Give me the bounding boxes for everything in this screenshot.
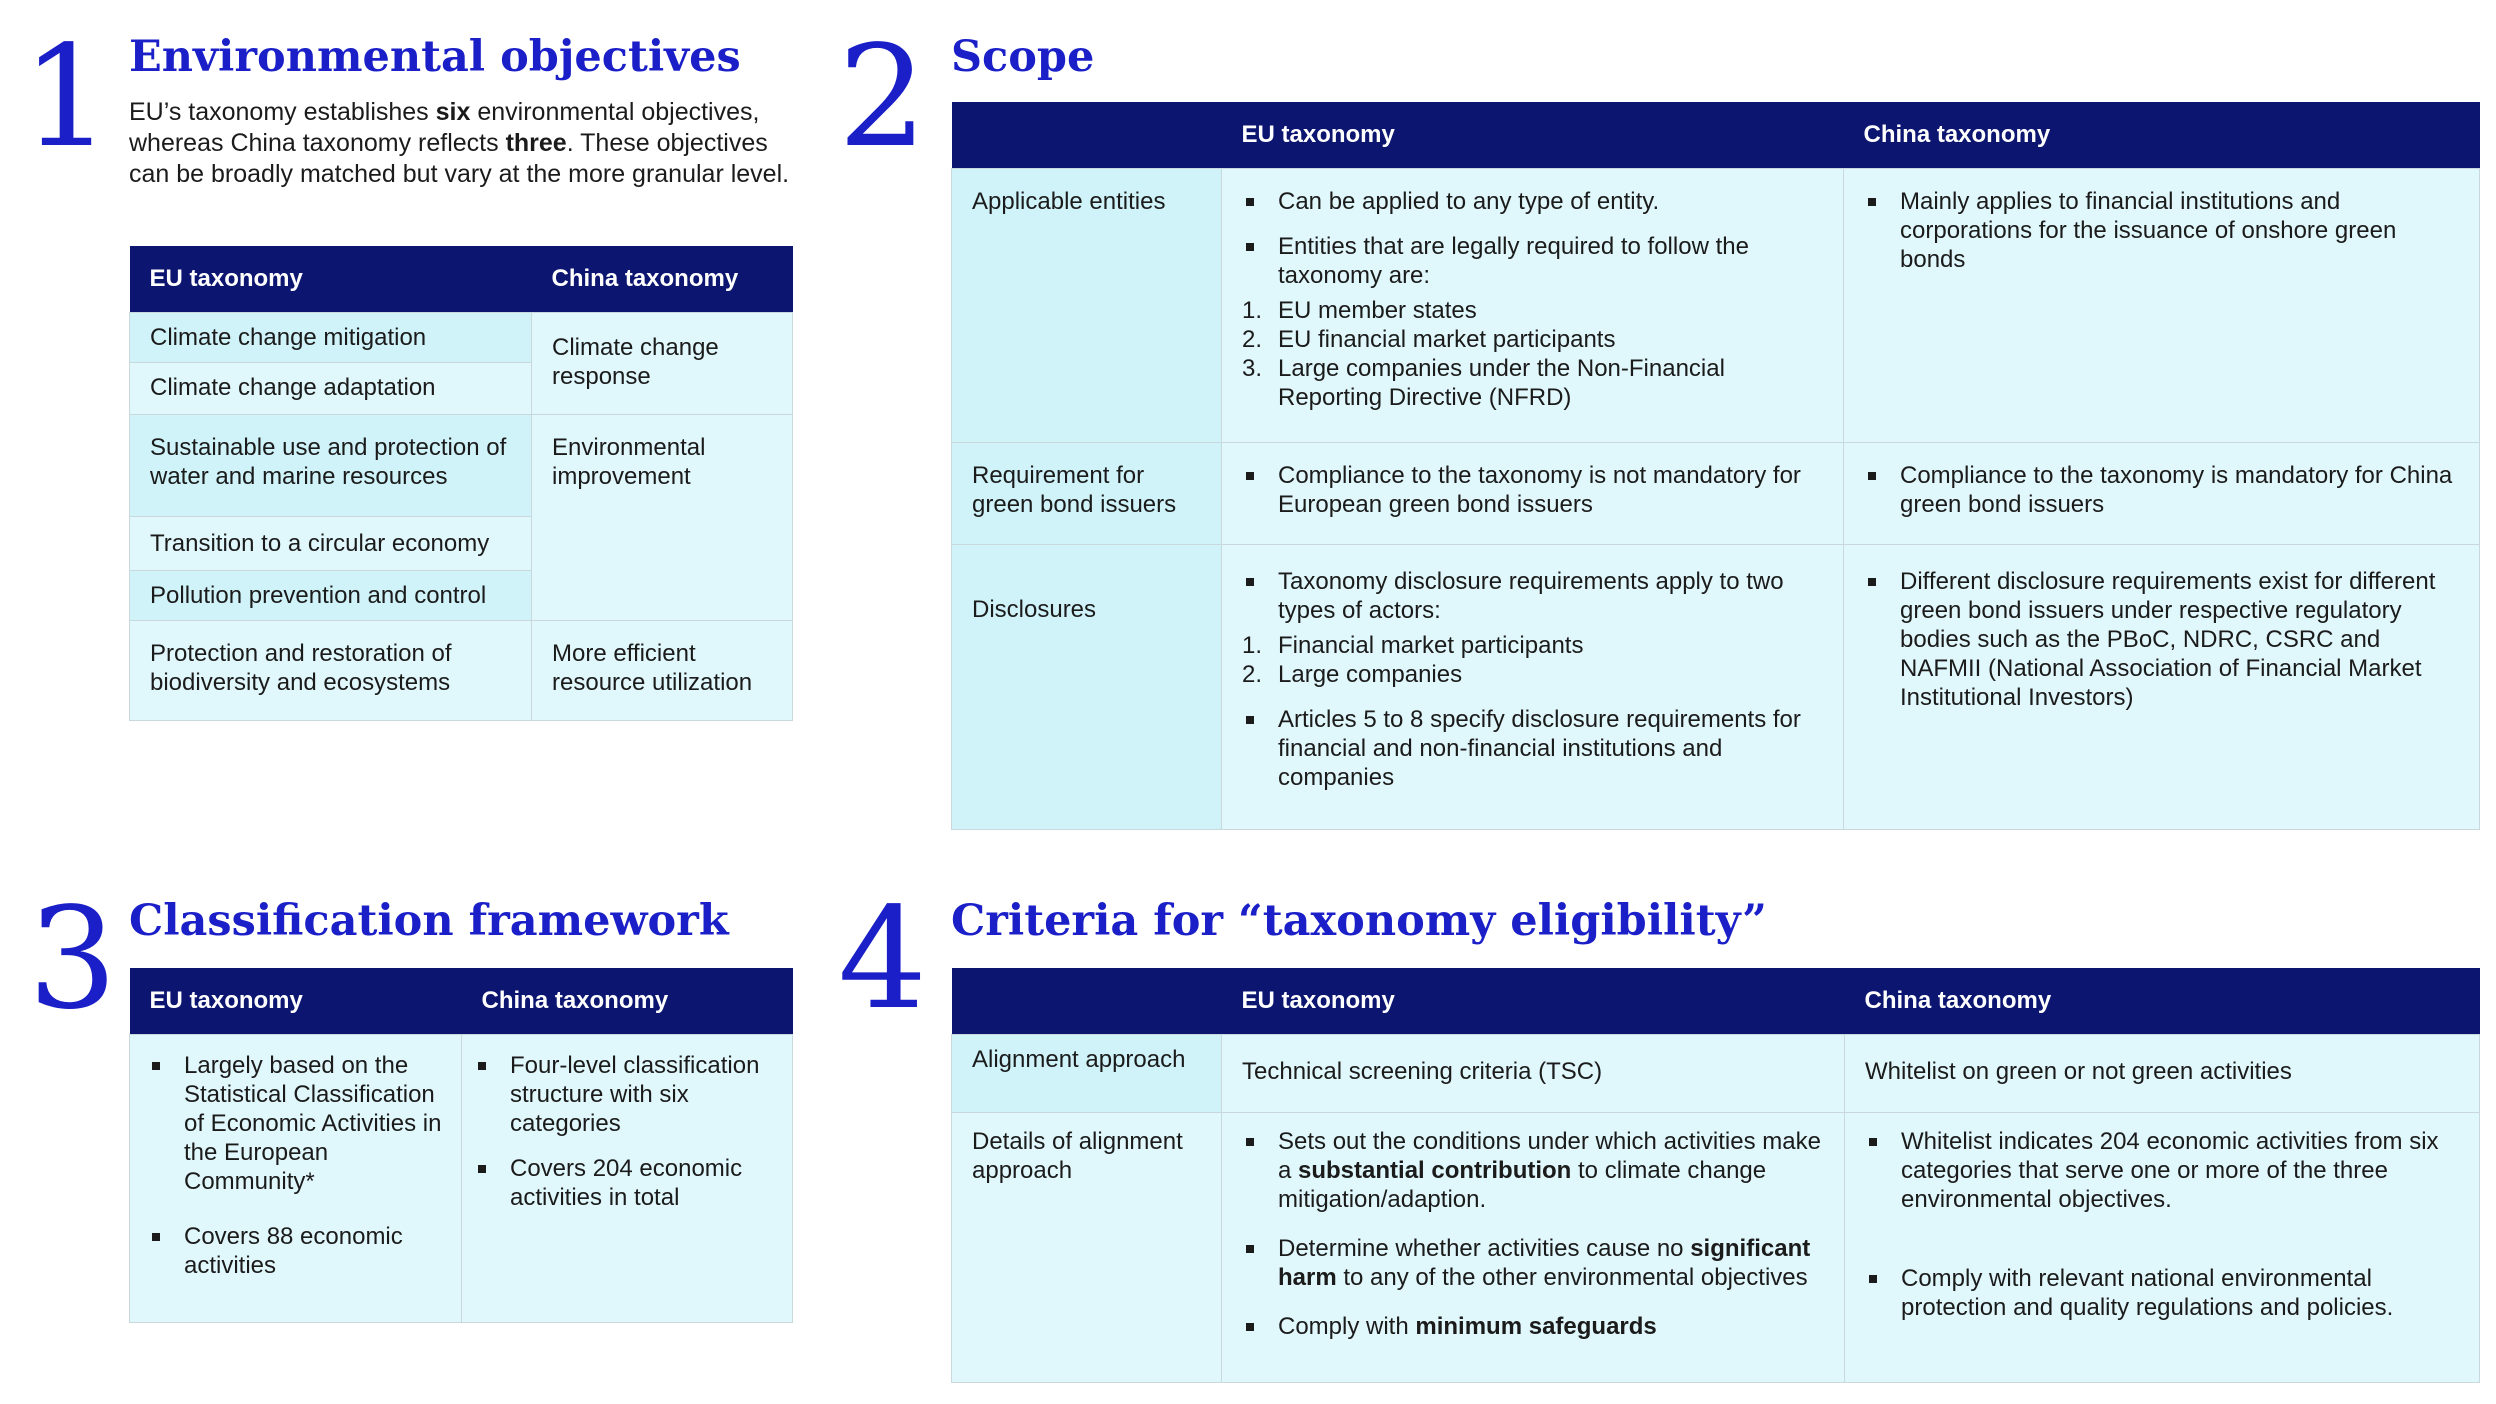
section-3-number: 3 (28, 878, 118, 1041)
bullet: Sets out the conditions under which activities make a substantial contribution to climate change mitigation/adaption. (1242, 1127, 1824, 1214)
criteria-header-eu: EU taxonomy (1222, 968, 1845, 1034)
objectives-table (129, 246, 793, 721)
bullet: Entities that are legally required to follow the taxonomy are: (1242, 232, 1823, 290)
section-3-title: Classification framework (129, 896, 729, 946)
applicable-entities-china (1844, 168, 2480, 442)
china-objective: Environmental improvement (532, 414, 793, 620)
classification-header-eu: EU taxonomy (130, 968, 462, 1034)
scope-header-china: China taxonomy (1844, 102, 2480, 168)
disclosures-china (1844, 544, 2480, 829)
bullet: Can be applied to any type of entity. (1242, 187, 1823, 216)
criteria-table (951, 968, 2480, 1383)
bullet: Articles 5 to 8 specify disclosure requirements for financial and non-financial institutions and companies (1242, 705, 1823, 792)
section-2-number: 2 (838, 16, 928, 179)
bullet: Determine whether activities cause no significant harm to any of the other environmental objectives (1242, 1234, 1824, 1292)
bullet: Comply with minimum safeguards (1242, 1312, 1824, 1341)
disclosures-eu (1222, 544, 1844, 829)
criteria-header-china: China taxonomy (1845, 968, 2480, 1034)
eu-objective: Transition to a circular economy (130, 516, 532, 570)
classification-china (462, 1034, 793, 1322)
bullet: Four-level classification structure with six categories (474, 1051, 780, 1138)
section-1-number: 1 (22, 16, 112, 179)
intro-text: . These objectives can be broadly matched but vary at the more granular level. (129, 129, 790, 188)
china-objective: More efficient resource utilization (532, 620, 793, 720)
eu-objective: Pollution prevention and control (130, 570, 532, 620)
criteria-header-blank (952, 968, 1222, 1034)
bullet: Comply with relevant national environmental protection and quality regulations and policies. (1865, 1264, 2459, 1322)
bullet: Compliance to the taxonomy is not mandatory for European green bond issuers (1242, 461, 1823, 519)
numbered-item: 3. Large companies under the Non-Financial Reporting Directive (NFRD) (1242, 354, 1725, 411)
numbered-item: 1. EU member states (1242, 296, 1477, 324)
eu-objective: Climate change mitigation (130, 312, 532, 362)
numbered-item: 1. Financial market participants (1242, 631, 1584, 659)
eu-objective: Protection and restoration of biodiversity and ecosystems (130, 620, 532, 720)
bullet: Mainly applies to financial institutions and corporations for the issuance of onshore green bonds (1864, 187, 2459, 274)
eu-objective: Climate change adaptation (130, 362, 532, 414)
section-2-title: Scope (951, 32, 1095, 82)
section-4-title: Criteria for “taxonomy eligibility” (951, 896, 1767, 946)
row-label-details: Details of alignment approach (952, 1112, 1222, 1382)
bullet: Whitelist indicates 204 economic activities from six categories that serve one or more of the three environmental objectives. (1865, 1127, 2459, 1214)
bullet: Covers 204 economic activities in total (474, 1154, 780, 1212)
objectives-header-china: China taxonomy (532, 246, 793, 312)
intro-text: environmental objectives, whereas China taxonomy reflects (129, 98, 760, 157)
details-china (1845, 1112, 2480, 1382)
china-objective: Climate change response (532, 312, 793, 414)
numbered-item: 2. Large companies (1242, 660, 1463, 688)
section-1-title: Environmental objectives (129, 32, 741, 82)
intro-bold-three: three (505, 129, 567, 157)
objectives-header-eu: EU taxonomy (130, 246, 532, 312)
section-1-intro (129, 97, 799, 190)
row-label-requirement: Requirement for green bond issuers (952, 442, 1222, 544)
bullet: Covers 88 economic activities (148, 1222, 443, 1280)
row-label-disclosures: Disclosures (952, 544, 1222, 829)
scope-header-blank (952, 102, 1222, 168)
numbered-item: 2. EU financial market participants (1242, 325, 1616, 353)
intro-bold-six: six (435, 98, 471, 126)
alignment-china: Whitelist on green or not green activities (1845, 1034, 2480, 1112)
intro-text: EU’s taxonomy establishes (129, 98, 436, 126)
classification-eu (130, 1034, 462, 1322)
row-label-applicable-entities: Applicable entities (952, 168, 1222, 442)
row-label-alignment: Alignment approach (952, 1034, 1222, 1112)
applicable-entities-eu (1222, 168, 1844, 442)
bullet: Different disclosure requirements exist for different green bond issuers under respective regulatory bodies such as the PBoC, NDRC, CSRC and NAFMII (National Association of Financial Market Institutional Investors) (1864, 567, 2459, 712)
details-eu (1222, 1112, 1845, 1382)
requirement-china (1844, 442, 2480, 544)
bullet: Compliance to the taxonomy is mandatory for China green bond issuers (1864, 461, 2459, 519)
classification-header-china: China taxonomy (462, 968, 793, 1034)
eu-objective: Sustainable use and protection of water and marine resources (130, 414, 532, 516)
bullet: Taxonomy disclosure requirements apply to two types of actors: (1242, 567, 1823, 625)
bullet: Largely based on the Statistical Classification of Economic Activities in the European Community* (148, 1051, 443, 1196)
alignment-eu: Technical screening criteria (TSC) (1222, 1034, 1845, 1112)
scope-table (951, 102, 2480, 830)
section-4-number: 4 (838, 878, 928, 1041)
classification-table (129, 968, 793, 1323)
requirement-eu (1222, 442, 1844, 544)
scope-header-eu: EU taxonomy (1222, 102, 1844, 168)
